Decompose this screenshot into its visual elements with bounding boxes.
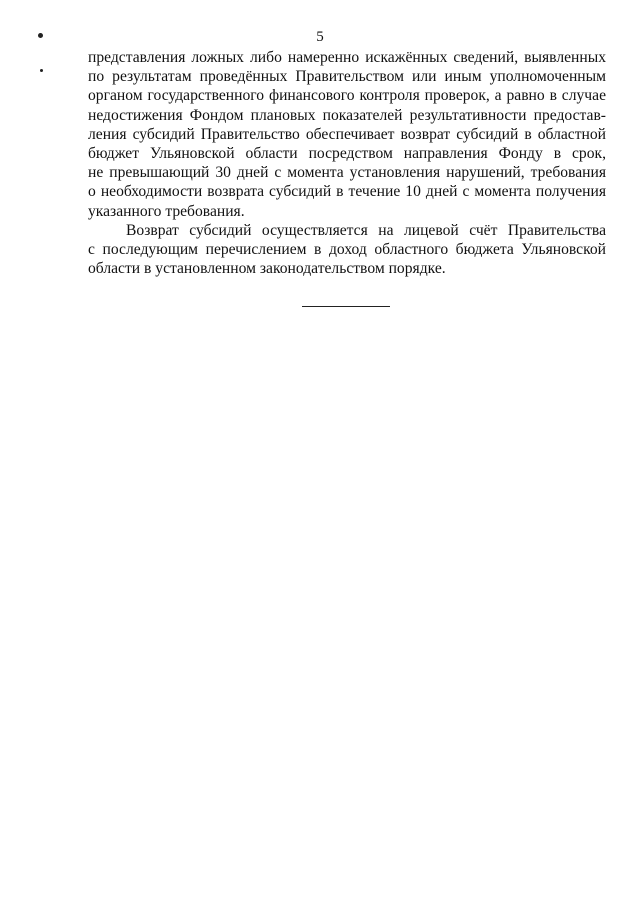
text-line: указанного требования.	[88, 202, 245, 220]
scan-artifact-dot	[40, 69, 43, 72]
text-line: о необходимости возврата субсидий в течение 10 дней с момента получения	[88, 183, 606, 201]
text-line: области в установленном законодательством порядке.	[88, 260, 446, 278]
text-line: с последующим перечислением в доход областного бюджета Ульяновской	[88, 241, 606, 259]
text-line: по результатам проведённых Правительством или иным уполномоченным	[88, 68, 606, 86]
text-line: органом государственного финансового контроля проверок, а равно в случае	[88, 87, 606, 105]
scan-artifact-dot	[38, 33, 43, 38]
end-of-document-rule	[302, 306, 390, 307]
document-body	[88, 48, 606, 278]
paragraph-refund-procedure	[88, 221, 606, 279]
text-line: ления субсидий Правительство обеспечивает возврат субсидий в областной	[88, 125, 606, 143]
paragraph-refund-conditions	[88, 48, 606, 221]
text-line: не превышающий 30 дней с момента установления нарушений, требования	[88, 164, 606, 182]
text-line: Возврат субсидий осуществляется на лицевой счёт Правительства	[126, 221, 606, 239]
text-line: представления ложных либо намеренно искажённых сведений, выявленных	[88, 49, 606, 66]
text-line: недостижения Фондом плановых показателей результативности предостав-	[88, 106, 606, 124]
text-line: бюджет Ульяновской области посредством направления Фонду в срок,	[88, 145, 606, 163]
page-number: 5	[316, 29, 324, 45]
